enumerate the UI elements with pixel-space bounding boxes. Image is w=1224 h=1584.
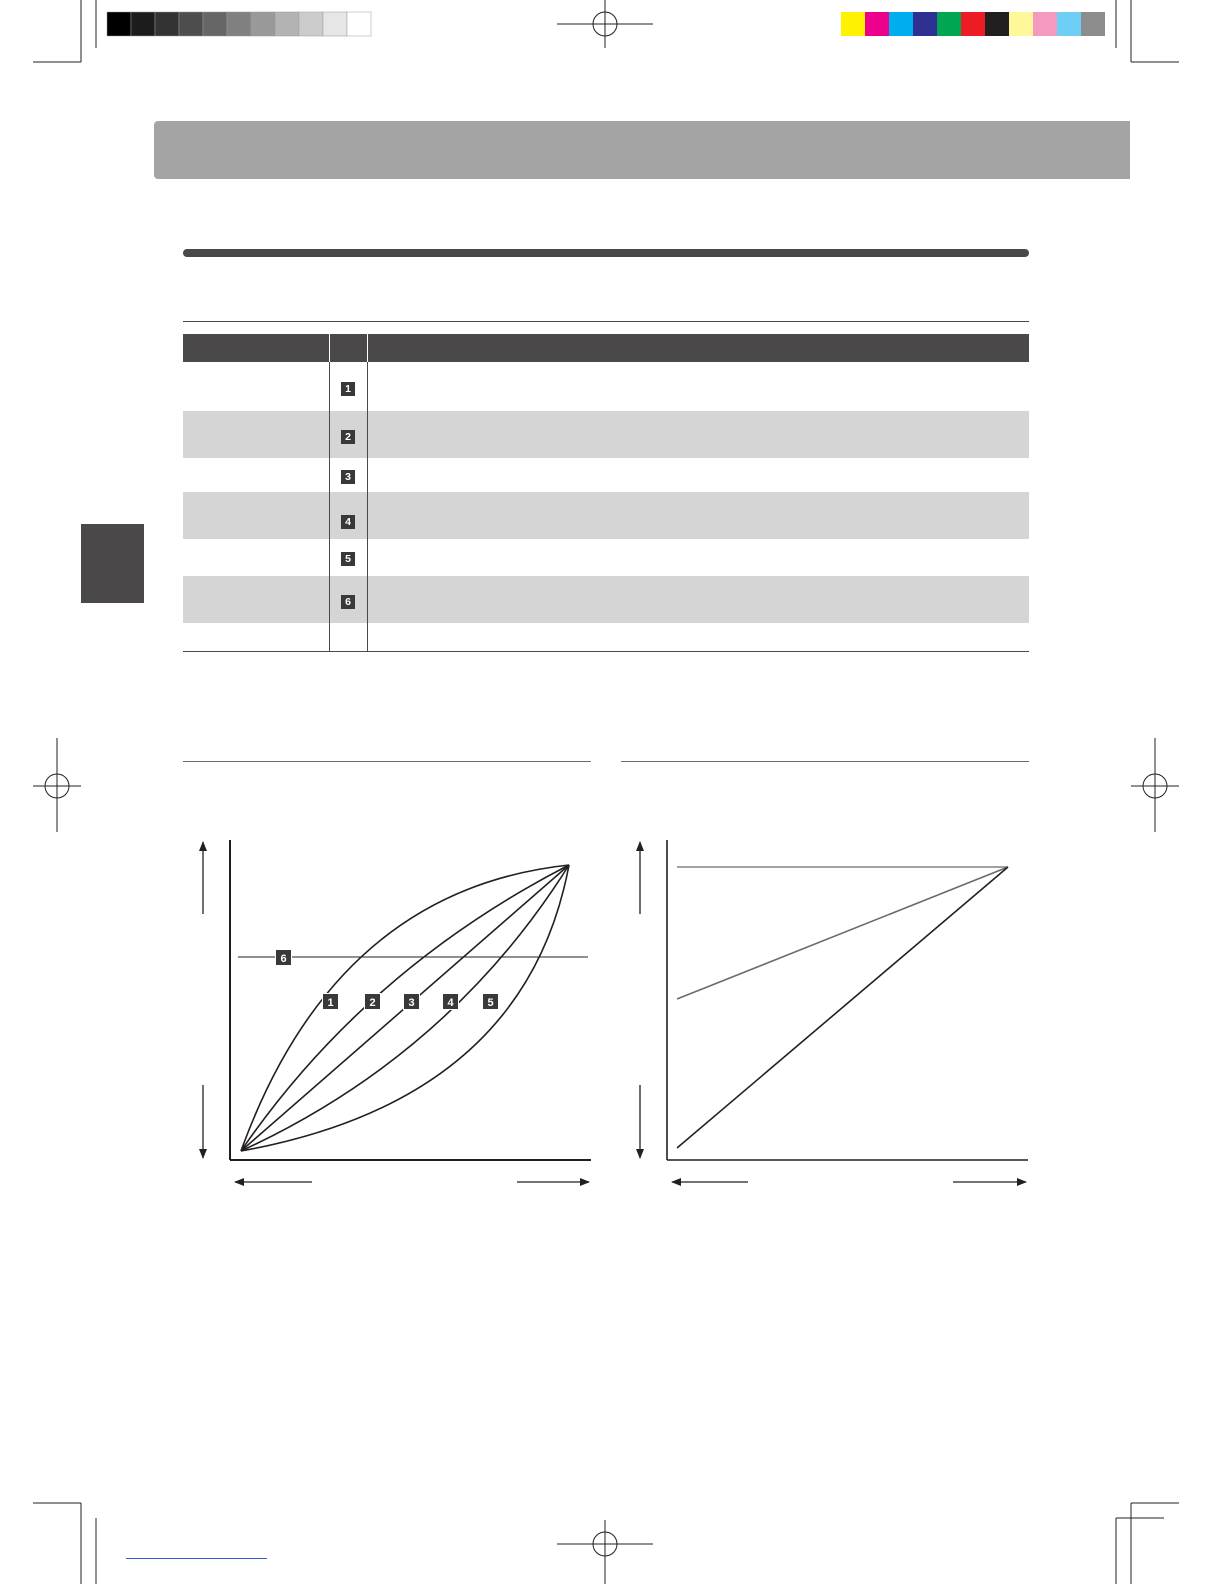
gray-swatch [227,12,251,36]
chapter-side-tab [81,524,144,603]
color-swatch [985,12,1009,36]
gray-swatch [179,12,203,36]
color-swatch [889,12,913,36]
right-diagram-heading-rule [621,761,1029,762]
chapter-header-band [154,121,1130,179]
color-swatch [1057,12,1081,36]
table-column-divider [329,362,330,651]
color-swatch [1033,12,1057,36]
gray-swatch [299,12,323,36]
row-number-badge: 6 [341,595,355,609]
table-row [183,492,1029,539]
curve-label-1: 1 [327,997,334,1009]
gray-swatch [323,12,347,36]
touch-curve-diagram [195,830,595,1200]
table-top-rule [183,321,1029,322]
left-diagram-heading-rule [183,761,591,762]
table-column-divider [367,362,368,651]
gray-swatch [347,12,371,36]
gray-swatch [107,12,131,36]
color-swatch [937,12,961,36]
table-header-divider [329,334,330,362]
gray-swatch [275,12,299,36]
curve-label-3: 3 [408,997,415,1009]
color-swatch [841,12,865,36]
row-number-badge: 5 [341,552,355,566]
full-slope-line [677,867,1008,1148]
gray-swatch [131,12,155,36]
gray-swatch [203,12,227,36]
curve-label-2: 2 [369,997,376,1009]
level-label-6: 6 [280,953,287,965]
color-swatch [865,12,889,36]
color-swatch [913,12,937,36]
section-title-rule [183,249,1029,257]
table-bottom-rule [183,651,1029,652]
color-swatch [961,12,985,36]
gray-swatch [155,12,179,36]
gray-swatch [251,12,275,36]
row-number-badge: 1 [341,382,355,396]
color-swatch [1009,12,1033,36]
curve-label-4: 4 [447,997,454,1009]
shallow-slope-line [677,867,1008,999]
color-swatch [1081,12,1105,36]
row-number-badge: 4 [341,515,355,529]
table-header-divider [367,334,368,362]
row-number-badge: 2 [341,430,355,444]
curve-label-5: 5 [487,997,494,1009]
table-row [183,411,1029,458]
footer-link-underline [126,1558,267,1559]
row-number-badge: 3 [341,470,355,484]
table-row [183,576,1029,623]
table-header [183,334,1029,362]
linear-response-diagram [630,830,1030,1200]
